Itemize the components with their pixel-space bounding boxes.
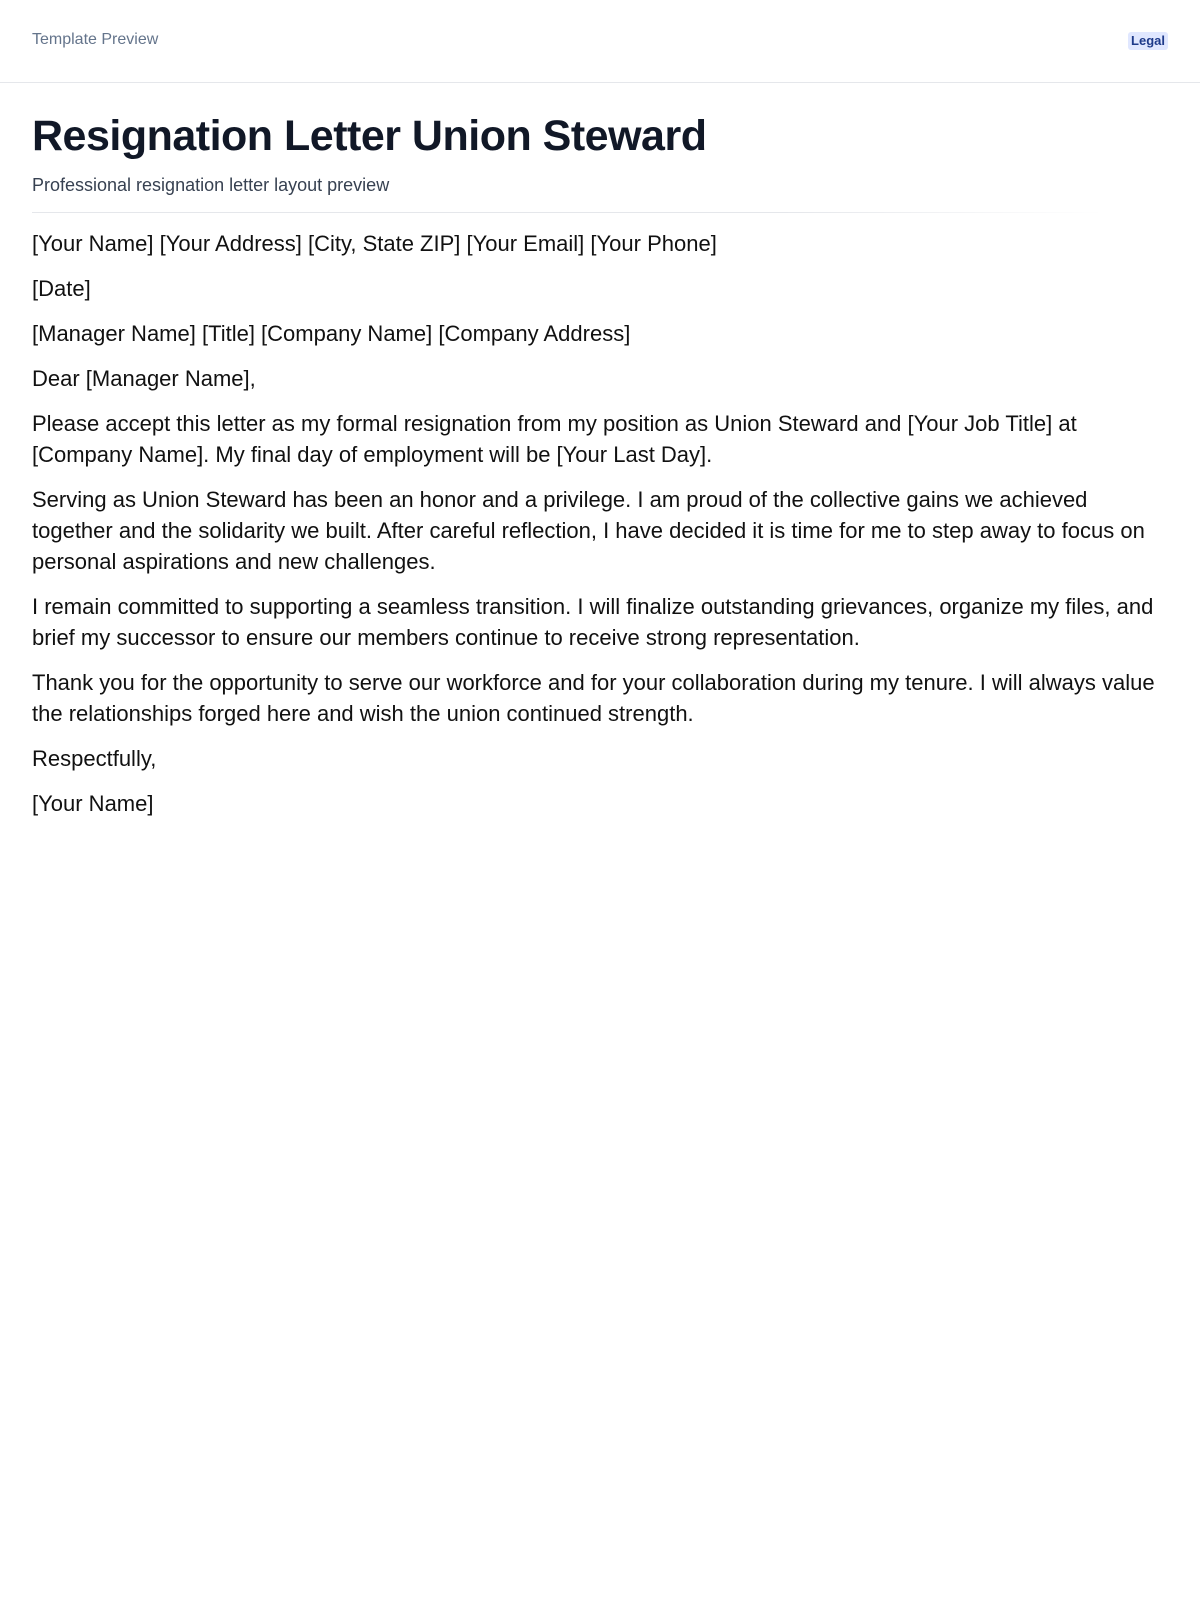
closing: Respectfully,	[32, 745, 157, 771]
letter-paragraph: Serving as Union Steward has been an honor and a privilege. I am proud of the collective gains we achieved together and the solidarity we built. After careful reflection, I have decided it is time for me to step away to focus on personal aspirations and new challenges.	[32, 486, 1145, 574]
letter-paragraph: I remain committed to supporting a seamless transition. I will finalize outstanding grievances, organize my files, and brief my successor to ensure our members continue to receive strong representation.	[32, 593, 1154, 650]
document-preview	[0, 83, 1200, 819]
template-preview-label: Template Preview	[32, 31, 159, 48]
letter-date: [Date]	[32, 275, 91, 301]
letter-body	[32, 228, 1172, 819]
category-tag: Legal	[1128, 32, 1168, 50]
letter-paragraph: Thank you for the opportunity to serve our workforce and for your collaboration during my tenure. I will always value the relationships forged here and wish the union continued strength.	[32, 669, 1155, 726]
sender-block: [Your Name] [Your Address] [City, State ZIP] [Your Email] [Your Phone]	[32, 230, 717, 256]
top-bar	[0, 0, 1200, 83]
recipient-block: [Manager Name] [Title] [Company Name] [Company Address]	[32, 320, 631, 346]
signature: [Your Name]	[32, 790, 154, 816]
page-subtitle: Professional resignation letter layout preview	[32, 174, 390, 195]
page-title: Resignation Letter Union Steward	[32, 112, 707, 160]
title-divider	[32, 212, 1104, 213]
letter-paragraph: Please accept this letter as my formal resignation from my position as Union Steward and [Your Job Title] at [Company Name]. My final day of employment will be [Your Last Day].	[32, 410, 1077, 467]
salutation: Dear [Manager Name],	[32, 365, 256, 391]
